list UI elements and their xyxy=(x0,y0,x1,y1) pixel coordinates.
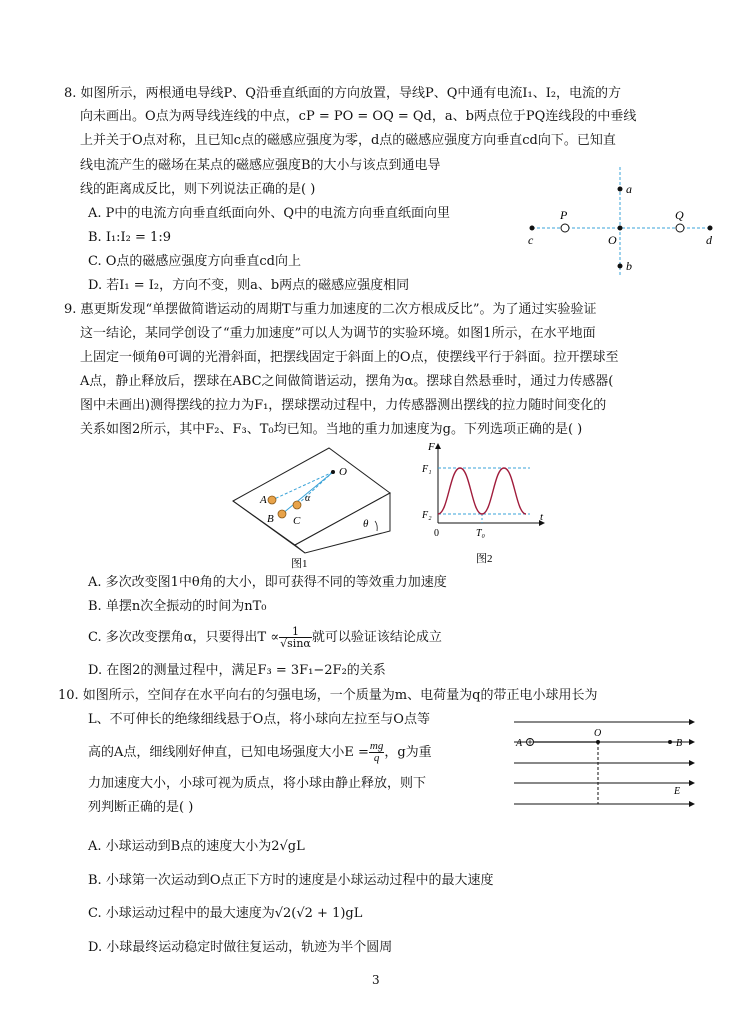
q8-point-d xyxy=(708,226,713,231)
q10-option-b: B. 小球第一次运动到O点正下方时的速度是小球运动过程中的最大速度 xyxy=(88,873,494,888)
pivot-o xyxy=(596,740,600,744)
q10-option-d: D. 小球最终运动稳定时做往复运动，轨迹为半个圆周 xyxy=(88,940,393,955)
fig1-label-c: C xyxy=(293,515,301,527)
fig1-label-o: O xyxy=(339,466,347,478)
fig1-label-alpha: α xyxy=(305,493,311,504)
fig1-caption: 图1 xyxy=(291,558,308,570)
q8-label-o: O xyxy=(608,233,617,247)
fig2-label-f1: F₁ xyxy=(422,464,432,475)
pivot-o xyxy=(331,470,335,474)
q9-line1: 9. 惠更斯发现“单摆做简谐运动的周期T与重力加速度的二次方根成反比”。为了通过实验验证 xyxy=(64,302,597,317)
q8-option-d: D. 若I₁ = I₂，方向不变，则a、b两点的磁感应强度相同 xyxy=(88,278,410,293)
q8-point-o xyxy=(618,226,623,231)
q8-option-c: C. O点的磁感应强度方向垂直cd向上 xyxy=(88,254,302,269)
q8-label-c: c xyxy=(528,233,534,247)
fig2-force-curve xyxy=(438,468,526,514)
q8-line3: 上并关于O点对称，且已知c点的磁感应强度为零，d点的磁感应强度方向垂直cd向下。已知直 xyxy=(80,133,616,148)
point-b xyxy=(668,740,672,744)
q8-point-a xyxy=(618,187,623,192)
q9-option-b: B. 单摆n次全振动的时间为nT₀ xyxy=(88,599,267,614)
q9-option-d: D. 在图2的测量过程中，满足F₃ = 3F₁−2F₂的关系 xyxy=(88,663,386,678)
q9-line6: 关系如图2所示，其中F₂、F₃、T₀均已知。当地的重力加速度为g。下列选项正确的是( ) xyxy=(80,422,583,437)
ball-c xyxy=(293,501,301,509)
q10-line5: 列判断正确的是( ) xyxy=(88,800,194,815)
fig1-label-theta: θ xyxy=(363,518,369,530)
q9-option-c: C. 多次改变摆角α，只要得出T ∝ $\frac{1}{√\sin\alpha}$ 就可以验证该结论成立 xyxy=(88,625,442,650)
q8-line2: 向未画出。O点为两导线连线的中点，cP = PO = OQ = Qd，a、b两点位于PQ连线段的中垂线 xyxy=(80,109,637,124)
fig2-caption: 图2 xyxy=(476,553,493,565)
q8-line1: 8. 如图所示，两根通电导线P、Q沿垂直纸面的方向放置，导线P、Q中通有电流I₁、I₂，电流的方 xyxy=(64,86,622,101)
q10-line2: L、不可伸长的绝缘细线悬于O点，将小球向左拉至与O点等 xyxy=(88,712,430,727)
q8-point-b xyxy=(618,264,623,269)
ball-a xyxy=(268,496,276,504)
q8-line4: 线电流产生的磁场在某点的磁感应强度B的大小与该点到通电导 xyxy=(80,158,441,173)
q9-line2: 这一结论，某同学创设了“重力加速度”可以人为调节的实验环境。如图1所示，在水平地面 xyxy=(80,326,596,341)
q8-figure xyxy=(520,165,720,285)
q10-label-b: B xyxy=(676,738,683,749)
q8-line5: 线的距离成反比，则下列说法正确的是( ) xyxy=(80,182,316,197)
q8-label-p: P xyxy=(560,208,568,222)
fig1-label-b: B xyxy=(267,513,274,525)
q9-option-a: A. 多次改变图1中θ角的大小，即可获得不同的等效重力加速度 xyxy=(88,575,447,590)
q8-label-d: d xyxy=(706,233,712,247)
q9-figure-1 xyxy=(225,445,395,570)
q8-label-a: a xyxy=(626,182,632,196)
ball-b xyxy=(278,510,286,518)
q8-wire-q xyxy=(676,224,684,232)
q10-label-o: O xyxy=(594,728,602,739)
fig2-label-f2: F₂ xyxy=(422,510,432,521)
q9-line4: A点，静止释放后，摆球在ABC之间做简谐运动，摆角为α。摆球自然悬垂时，通过力传感器( xyxy=(80,374,614,389)
q9-line5: 图中未画出)测得摆线的拉力为F₁，摆球摆动过程中，力传感器测出摆线的拉力随时间变化的 xyxy=(80,398,607,413)
q10-line3: 高的A点，细线刚好伸直，已知电场强度大小E = $\frac{mg}{q}$ ，g为重 xyxy=(88,740,432,764)
q10-label-e: E xyxy=(674,786,681,797)
q8-wire-p xyxy=(561,224,569,232)
fig2-label-f: F xyxy=(428,441,435,453)
q9-line3: 上固定一倾角θ可调的光滑斜面，把摆线固定于斜面上的O点，使摆线平行于斜面。拉开摆球至 xyxy=(80,350,619,365)
q8-label-q: Q xyxy=(675,208,684,222)
fig1-label-a: A xyxy=(260,494,267,506)
q10-line1: 10. 如图所示，空间存在水平向右的匀强电场，一个质量为m、电荷量为q的带正电小球用长为 xyxy=(58,688,598,703)
q10-option-c: C. 小球运动过程中的最大速度为√2(√2 + 1)gL xyxy=(88,906,363,921)
q10-figure xyxy=(510,718,700,808)
page-number: 3 xyxy=(372,973,380,987)
fig2-label-t: t xyxy=(540,511,544,523)
q10-option-a: A. 小球运动到B点的速度大小为2√gL xyxy=(88,839,305,854)
q10-line4: 力加速度大小，小球可视为质点，将小球由静止释放，则下 xyxy=(88,776,427,791)
fig2-label-zero: 0 xyxy=(434,528,439,539)
q8-option-a: A. P中的电流方向垂直纸面向外、Q中的电流方向垂直纸面向里 xyxy=(88,206,451,221)
q8-option-b: B. I₁:I₂ = 1:9 xyxy=(88,230,171,245)
fig2-label-t0: T₀ xyxy=(476,528,486,539)
q8-point-c xyxy=(530,226,535,231)
q10-label-a: A xyxy=(516,738,523,749)
q8-label-b: b xyxy=(626,259,632,273)
q9-figure-2 xyxy=(420,440,550,570)
